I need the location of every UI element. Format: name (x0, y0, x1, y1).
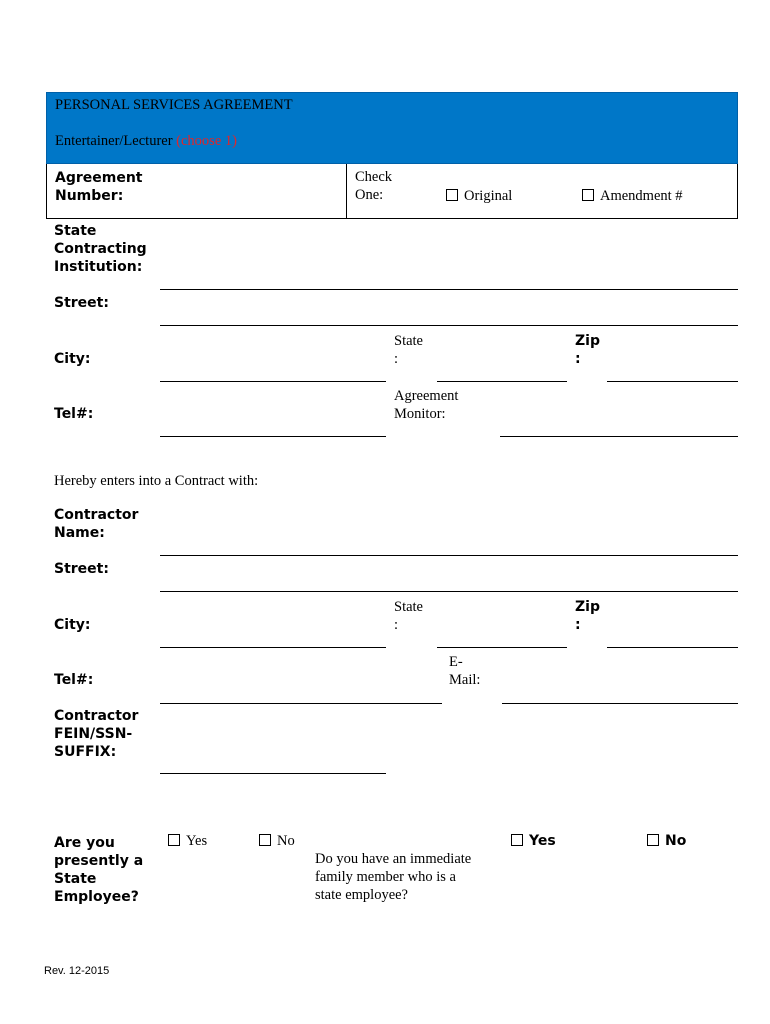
revision-label: Rev. 12-2015 (44, 965, 110, 977)
family-employee-yes-option[interactable] (511, 833, 556, 849)
agreement-monitor-label-line2: Monitor: (394, 406, 446, 422)
contract-intro: Hereby enters into a Contract with: (54, 473, 259, 489)
amendment-checkbox[interactable] (582, 189, 594, 201)
form-subtitle-text: Entertainer/Lecturer (55, 133, 173, 149)
agreement-row (46, 164, 738, 219)
original-label: Original (464, 188, 513, 204)
institution-street-field[interactable] (160, 325, 738, 326)
check-one-label-line2: One: (355, 187, 384, 203)
institution-state-field[interactable] (437, 381, 567, 382)
contractor-fein-label-line1: Contractor (54, 708, 139, 724)
family-employee-no-label: No (665, 833, 687, 849)
agreement-number-label-line2: Number: (55, 188, 124, 204)
agreement-number-label (55, 169, 143, 205)
family-employee-question (315, 850, 471, 904)
check-one-label (355, 168, 392, 204)
family-employee-question-line1: Do you have an immediate (315, 851, 472, 867)
form-title: PERSONAL SERVICES AGREEMENT (55, 97, 293, 113)
contractor-city-field[interactable] (160, 647, 386, 648)
family-employee-no-checkbox[interactable] (647, 834, 659, 846)
state-employee-question-line1: Are you (54, 835, 115, 851)
institution-tel-label: Tel#: (54, 406, 94, 422)
contractor-name-label-line1: Contractor (54, 507, 139, 523)
institution-zip-field[interactable] (607, 381, 738, 382)
state-employee-question (54, 834, 143, 906)
contractor-email-field[interactable] (502, 703, 738, 704)
contractor-state-label-line2: : (394, 617, 399, 633)
institution-tel-field[interactable] (160, 436, 386, 437)
contractor-state-label (394, 598, 423, 634)
family-employee-no-option[interactable] (647, 833, 686, 849)
family-employee-yes-label: Yes (529, 833, 556, 849)
state-employee-no-label: No (277, 833, 295, 849)
state-employee-question-line4: Employee? (54, 889, 139, 905)
contractor-name-label (54, 506, 138, 542)
family-employee-yes-checkbox[interactable] (511, 834, 523, 846)
state-employee-no-option[interactable] (259, 833, 295, 850)
contractor-state-field[interactable] (437, 647, 567, 648)
contractor-zip-label (575, 598, 600, 634)
institution-label-line3: Institution: (54, 259, 143, 275)
institution-state-label (394, 332, 423, 368)
institution-city-label: City: (54, 351, 91, 367)
original-option[interactable] (446, 188, 512, 205)
contractor-tel-field[interactable] (160, 703, 442, 704)
agreement-monitor-label-line1: Agreement (394, 388, 459, 404)
contractor-street-label: Street: (54, 561, 109, 577)
state-employee-yes-option[interactable] (168, 833, 207, 850)
contractor-email-label-line2: Mail: (449, 672, 481, 688)
institution-zip-label (575, 332, 600, 368)
contractor-name-label-line2: Name: (54, 525, 105, 541)
form-subtitle (55, 133, 237, 150)
institution-label (54, 222, 147, 276)
institution-label-line2: Contracting (54, 241, 147, 257)
contractor-fein-label-line2: FEIN/SSN- (54, 726, 133, 742)
contractor-name-field[interactable] (160, 555, 738, 556)
state-employee-question-line2: presently a (54, 853, 144, 869)
family-employee-question-line2: family member who is a (315, 869, 456, 885)
contractor-email-label-line1: E- (449, 654, 463, 670)
contractor-fein-label (54, 707, 138, 761)
family-employee-question-line3: state employee? (315, 887, 408, 903)
contractor-zip-label-line1: Zip (575, 599, 600, 615)
contractor-zip-label-line2: : (575, 617, 581, 633)
amendment-option[interactable] (582, 188, 683, 205)
institution-city-field[interactable] (160, 381, 386, 382)
contractor-tel-label: Tel#: (54, 672, 94, 688)
contractor-state-label-line1: State (394, 599, 423, 615)
state-employee-no-checkbox[interactable] (259, 834, 271, 846)
form-header (46, 92, 738, 164)
contractor-email-label (449, 653, 480, 689)
form-subtitle-note: (choose 1) (176, 133, 237, 149)
institution-zip-label-line1: Zip (575, 333, 600, 349)
amendment-label: Amendment # (600, 188, 683, 204)
contractor-street-field[interactable] (160, 591, 738, 592)
institution-state-label-line2: : (394, 351, 399, 367)
agreement-monitor-field[interactable] (500, 436, 738, 437)
agreement-number-label-line1: Agreement (55, 170, 143, 186)
state-employee-yes-label: Yes (186, 833, 208, 849)
institution-field[interactable] (160, 289, 738, 290)
state-employee-yes-checkbox[interactable] (168, 834, 180, 846)
contractor-fein-field[interactable] (160, 773, 386, 774)
contractor-fein-label-line3: SUFFIX: (54, 744, 117, 760)
institution-zip-label-line2: : (575, 351, 581, 367)
contractor-city-label: City: (54, 617, 91, 633)
institution-state-label-line1: State (394, 333, 423, 349)
institution-label-line1: State (54, 223, 97, 239)
state-employee-question-line3: State (54, 871, 97, 887)
institution-street-label: Street: (54, 295, 109, 311)
agreement-divider (346, 164, 347, 218)
check-one-label-line1: Check (355, 169, 393, 185)
original-checkbox[interactable] (446, 189, 458, 201)
agreement-monitor-label (394, 387, 458, 423)
contractor-zip-field[interactable] (607, 647, 738, 648)
